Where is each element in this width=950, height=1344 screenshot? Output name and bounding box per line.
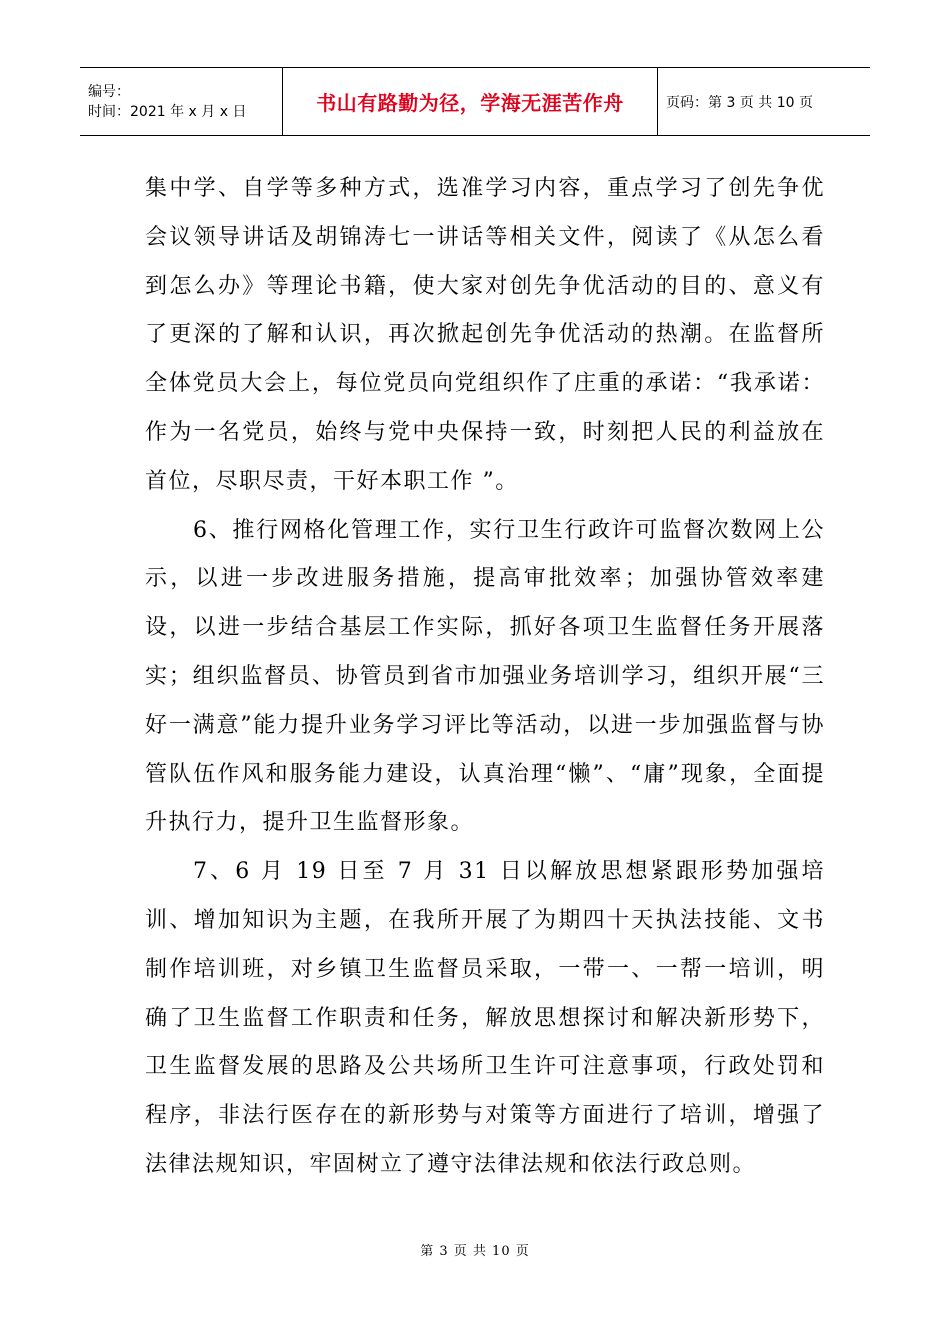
page-header <box>80 67 870 136</box>
header-motto: 书山有路勤为径，学海无涯苦作舟 <box>283 68 658 135</box>
document-body <box>145 165 825 1190</box>
document-number-label: 编号： <box>88 83 130 100</box>
paragraph-continued: 集中学、自学等多种方式，选准学习内容，重点学习了创先争优会议领导讲话及胡锦涛七一讲话等相关文件，阅读了《从怎么看到怎么办》等理论书籍，使大家对创先争优活动的目的、意义有了更深的了解和认识，再次掀起创先争优活动的热潮。在监督所全体党员大会上，每位党员向党组织作了庄重的承诺：“我承诺：作为一名党员，始终与党中央保持一致，时刻把人民的利益放在首位，尽职尽责，干好本职工作 ”。 <box>145 176 825 494</box>
paragraph-item-6: 6、推行网格化管理工作，实行卫生行政许可监督次数网上公示，以进一步改进服务措施，提高审批效率；加强协管效率建设，以进一步结合基层工作实际，抓好各项卫生监督任务开展落实；组织监督员、协管员到省市加强业务培训学习，组织开展“三好一满意”能力提升业务学习评比等活动，以进一步加强监督与协管队伍作风和服务能力建设，认真治理“懒”、“庸”现象，全面提升执行力，提升卫生监督形象。 <box>145 517 825 836</box>
header-page-info: 页码：第 3 页 共 10 页 <box>666 94 813 111</box>
document-date: 时间：2021 年 x 月 x 日 <box>88 103 247 120</box>
page-footer: 第 3 页 共 10 页 <box>420 1244 530 1259</box>
paragraph-item-7: 7、6 月 19 日至 7 月 31 日以解放思想紧跟形势加强培训、增加知识为主题，在我所开展了为期四十天执法技能、文书制作培训班，对乡镇卫生监督员采取，一带一、一帮一培训，明确了卫生监督工作职责和任务，解放思想探讨和解决新形势下，卫生监督发展的思路及公共场所卫生许可注意事项，行政处罚和程序，非法行医存在的新形势与对策等方面进行了培训，增强了法律法规知识，牢固树立了遵守法律法规和依法行政总则。 <box>145 859 825 1177</box>
header-meta <box>80 68 283 135</box>
